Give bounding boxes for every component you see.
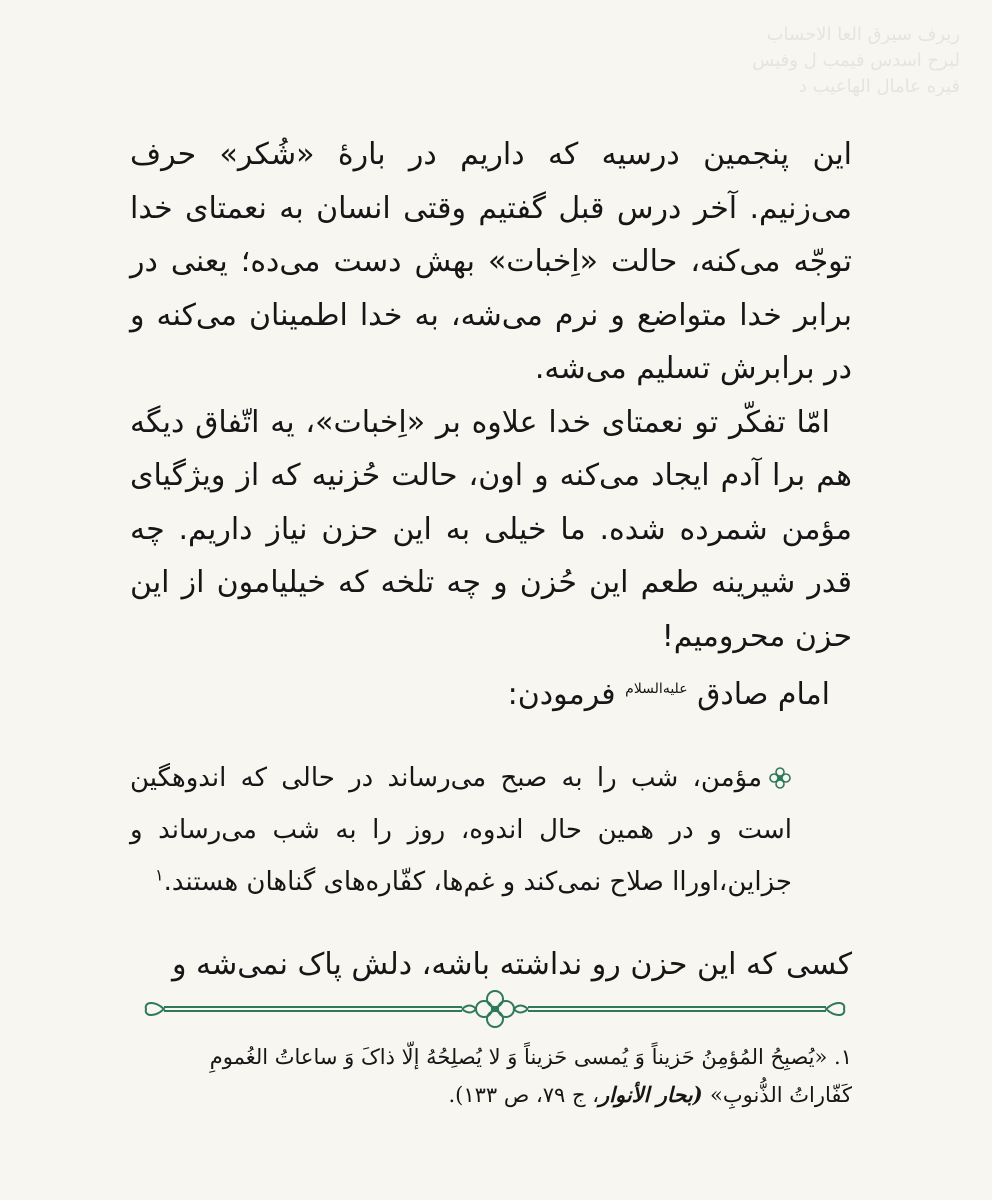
hadith-intro xyxy=(130,663,852,722)
continuation-line: کسی که این حزن رو نداشته باشه، دلش پاک نمی‌شه و xyxy=(172,946,852,982)
footnote xyxy=(160,1038,852,1114)
footnote-ref: ، ج ۷۹، ص ۱۳۳). xyxy=(448,1083,599,1107)
paragraph-2: امّا تفکّر تو نعمتای خدا علاوه بر «اِخبات»، یه اتّفاق دیگه هم برا آدم ایجاد می‌کنه و اون، حالت حُزنیه که از ویژگیای مؤمن شمرده شده. ما خیلی به این حزن نیاز داریم. چه قدر شیرینه طعم این حُزن و چه تلخه که خیلیامون از این حزن محرومیم! xyxy=(130,404,852,654)
intro-before: امام صادق xyxy=(687,677,830,712)
honorific-glyph: علیه‌السلام xyxy=(625,681,688,697)
flower-icon xyxy=(768,766,792,790)
intro-after: فرمودن: xyxy=(507,677,626,712)
footnote-number: ۱. xyxy=(827,1045,852,1069)
hadith-quote xyxy=(130,752,792,908)
footnote-arabic: «یُصبِحُ المُؤمِنُ حَزیناً وَ یُمسی حَزیناً وَ لا یُصلِحُهُ إلّا ذاکَ وَ ساعاتُ الغُمومِ کَفّاراتُ الذُّنوبِ» xyxy=(209,1045,852,1107)
footnote-source: (بحار الأنوار xyxy=(599,1082,710,1107)
page-body xyxy=(130,128,852,991)
ghost-line: قیره عامال الهاعیب د xyxy=(798,76,960,97)
ghost-line: لبرح اسدس فیمب ل وفیس xyxy=(752,50,960,71)
quote-text: مؤمن، شب را به صبح می‌رساند در حالی که اندوهگین است و در همین حال اندوه، روز را به شب می‌رساند و جزاین،اوراا صلاح نمی‌کند و غم‌ها، کفّاره‌های گناهان هستند. xyxy=(130,762,792,897)
ghost-line: ریرف سیرق العا الاحساب xyxy=(766,24,960,45)
footnote-reference[interactable]: ۱ xyxy=(155,864,164,884)
divider-ornament xyxy=(140,988,850,1028)
paragraph-1: این پنجمین درسیه که داریم در بارهٔ «شُکر» حرف می‌زنیم. آخر درس قبل گفتیم وقتی انسان به نعمتای خدا توجّه می‌کنه، حالت «اِخبات» بهش دست می‌ده؛ یعنی در برابر خدا متواضع و نرم می‌شه، به خدا اطمینان می‌کنه و در برابرش تسلیم می‌شه. xyxy=(130,137,852,386)
bleed-through-text xyxy=(720,22,960,100)
